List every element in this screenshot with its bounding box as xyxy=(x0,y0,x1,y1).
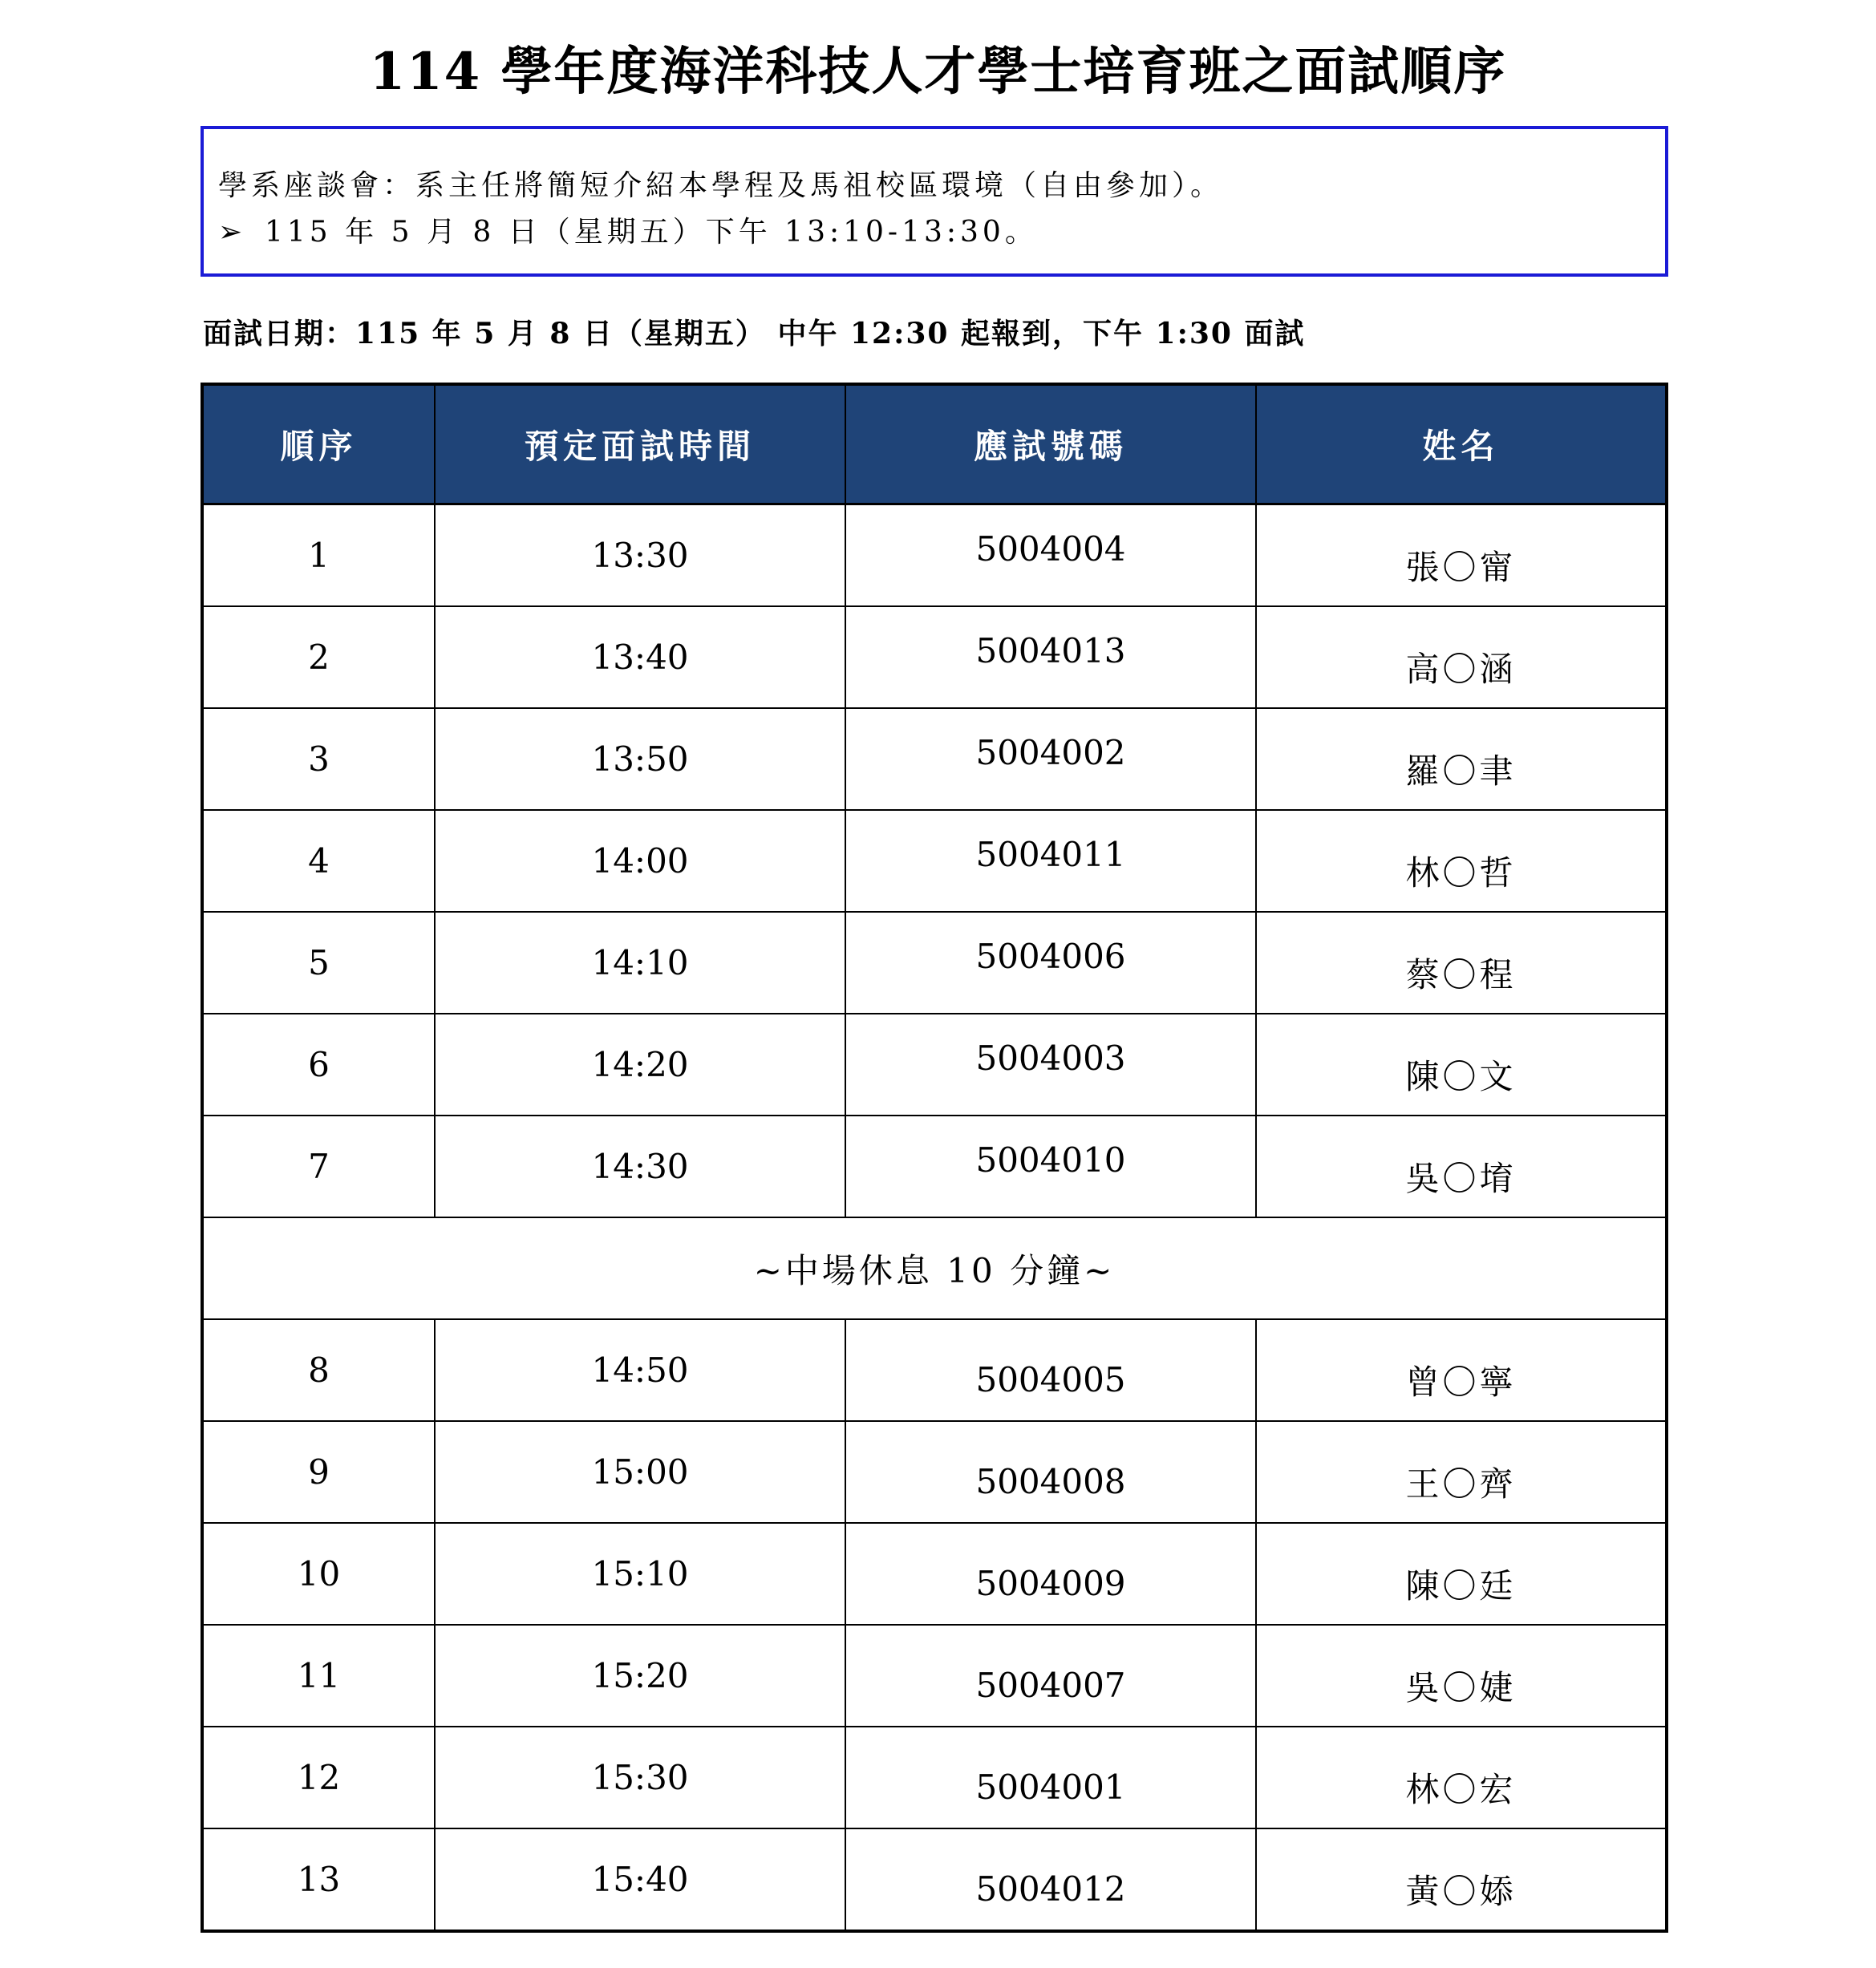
number-cell: 5004012 xyxy=(845,1828,1256,1931)
time-cell: 14:10 xyxy=(435,912,845,1014)
time-cell: 15:10 xyxy=(435,1523,845,1625)
table-row xyxy=(202,1014,1667,1116)
order-cell: 5 xyxy=(202,912,435,1014)
time-cell: 14:30 xyxy=(435,1116,845,1217)
page-title: 114 學年度海洋科技人才學士培育班之面試順序 xyxy=(369,42,1507,102)
name-cell: 陳〇廷 xyxy=(1256,1523,1667,1625)
number-cell: 5004007 xyxy=(845,1625,1256,1727)
order-cell: 2 xyxy=(202,606,435,708)
time-cell: 15:00 xyxy=(435,1421,845,1523)
name-cell: 黃〇婖 xyxy=(1256,1828,1667,1931)
table-header-row xyxy=(202,384,1667,504)
name-cell: 林〇哲 xyxy=(1256,810,1667,912)
number-cell: 5004004 xyxy=(845,504,1256,607)
header-time: 預定面試時間 xyxy=(435,384,845,504)
number-cell: 5004008 xyxy=(845,1421,1256,1523)
time-cell: 15:40 xyxy=(435,1828,845,1931)
name-cell: 林〇宏 xyxy=(1256,1727,1667,1828)
arrow-bullet-icon: ➢ xyxy=(218,216,247,249)
break-row xyxy=(202,1217,1667,1319)
table-row xyxy=(202,912,1667,1014)
table-row xyxy=(202,708,1667,810)
name-cell: 羅〇聿 xyxy=(1256,708,1667,810)
table-row xyxy=(202,504,1667,607)
name-cell: 吳〇婕 xyxy=(1256,1625,1667,1727)
header-order: 順序 xyxy=(202,384,435,504)
order-cell: 3 xyxy=(202,708,435,810)
number-cell: 5004001 xyxy=(845,1727,1256,1828)
name-cell: 曾〇寧 xyxy=(1256,1319,1667,1421)
time-cell: 13:30 xyxy=(435,504,845,607)
notice-seminar-text: 學系座談會：系主任將簡短介紹本學程及馬祖校區環境（自由參加）。 xyxy=(218,169,1224,202)
table-row xyxy=(202,810,1667,912)
order-cell: 13 xyxy=(202,1828,435,1931)
interview-date-info: 面試日期：115 年 5 月 8 日（星期五） 中午 12:30 起報到，下午 1:30 面試 xyxy=(203,317,1306,350)
table-row xyxy=(202,1828,1667,1931)
break-cell: ~中場休息 10 分鐘~ xyxy=(202,1217,1667,1319)
name-cell: 高〇涵 xyxy=(1256,606,1667,708)
order-cell: 9 xyxy=(202,1421,435,1523)
notice-seminar-time-line xyxy=(218,209,1665,256)
table-row xyxy=(202,1625,1667,1727)
table-row xyxy=(202,1319,1667,1421)
number-cell: 5004013 xyxy=(845,606,1256,708)
header-number: 應試號碼 xyxy=(845,384,1256,504)
table-row xyxy=(202,1421,1667,1523)
order-cell: 7 xyxy=(202,1116,435,1217)
table-row xyxy=(202,1523,1667,1625)
name-cell: 王〇齊 xyxy=(1256,1421,1667,1523)
order-cell: 11 xyxy=(202,1625,435,1727)
time-cell: 14:50 xyxy=(435,1319,845,1421)
number-cell: 5004003 xyxy=(845,1014,1256,1116)
name-cell: 蔡〇程 xyxy=(1256,912,1667,1014)
table-row xyxy=(202,1116,1667,1217)
time-cell: 13:50 xyxy=(435,708,845,810)
name-cell: 張〇甯 xyxy=(1256,504,1667,607)
number-cell: 5004006 xyxy=(845,912,1256,1014)
order-cell: 12 xyxy=(202,1727,435,1828)
number-cell: 5004009 xyxy=(845,1523,1256,1625)
table-row xyxy=(202,1727,1667,1828)
number-cell: 5004005 xyxy=(845,1319,1256,1421)
order-cell: 8 xyxy=(202,1319,435,1421)
notice-box xyxy=(201,126,1668,277)
time-cell: 14:20 xyxy=(435,1014,845,1116)
number-cell: 5004010 xyxy=(845,1116,1256,1217)
number-cell: 5004011 xyxy=(845,810,1256,912)
order-cell: 1 xyxy=(202,504,435,607)
interview-schedule-table xyxy=(201,383,1668,1933)
time-cell: 15:20 xyxy=(435,1625,845,1727)
time-cell: 13:40 xyxy=(435,606,845,708)
name-cell: 陳〇文 xyxy=(1256,1014,1667,1116)
order-cell: 10 xyxy=(202,1523,435,1625)
header-name: 姓名 xyxy=(1256,384,1667,504)
name-cell: 吳〇堉 xyxy=(1256,1116,1667,1217)
order-cell: 6 xyxy=(202,1014,435,1116)
time-cell: 14:00 xyxy=(435,810,845,912)
number-cell: 5004002 xyxy=(845,708,1256,810)
notice-seminar-time: 115 年 5 月 8 日（星期五）下午 13:10-13:30。 xyxy=(265,216,1038,249)
table-row xyxy=(202,606,1667,708)
time-cell: 15:30 xyxy=(435,1727,845,1828)
order-cell: 4 xyxy=(202,810,435,912)
